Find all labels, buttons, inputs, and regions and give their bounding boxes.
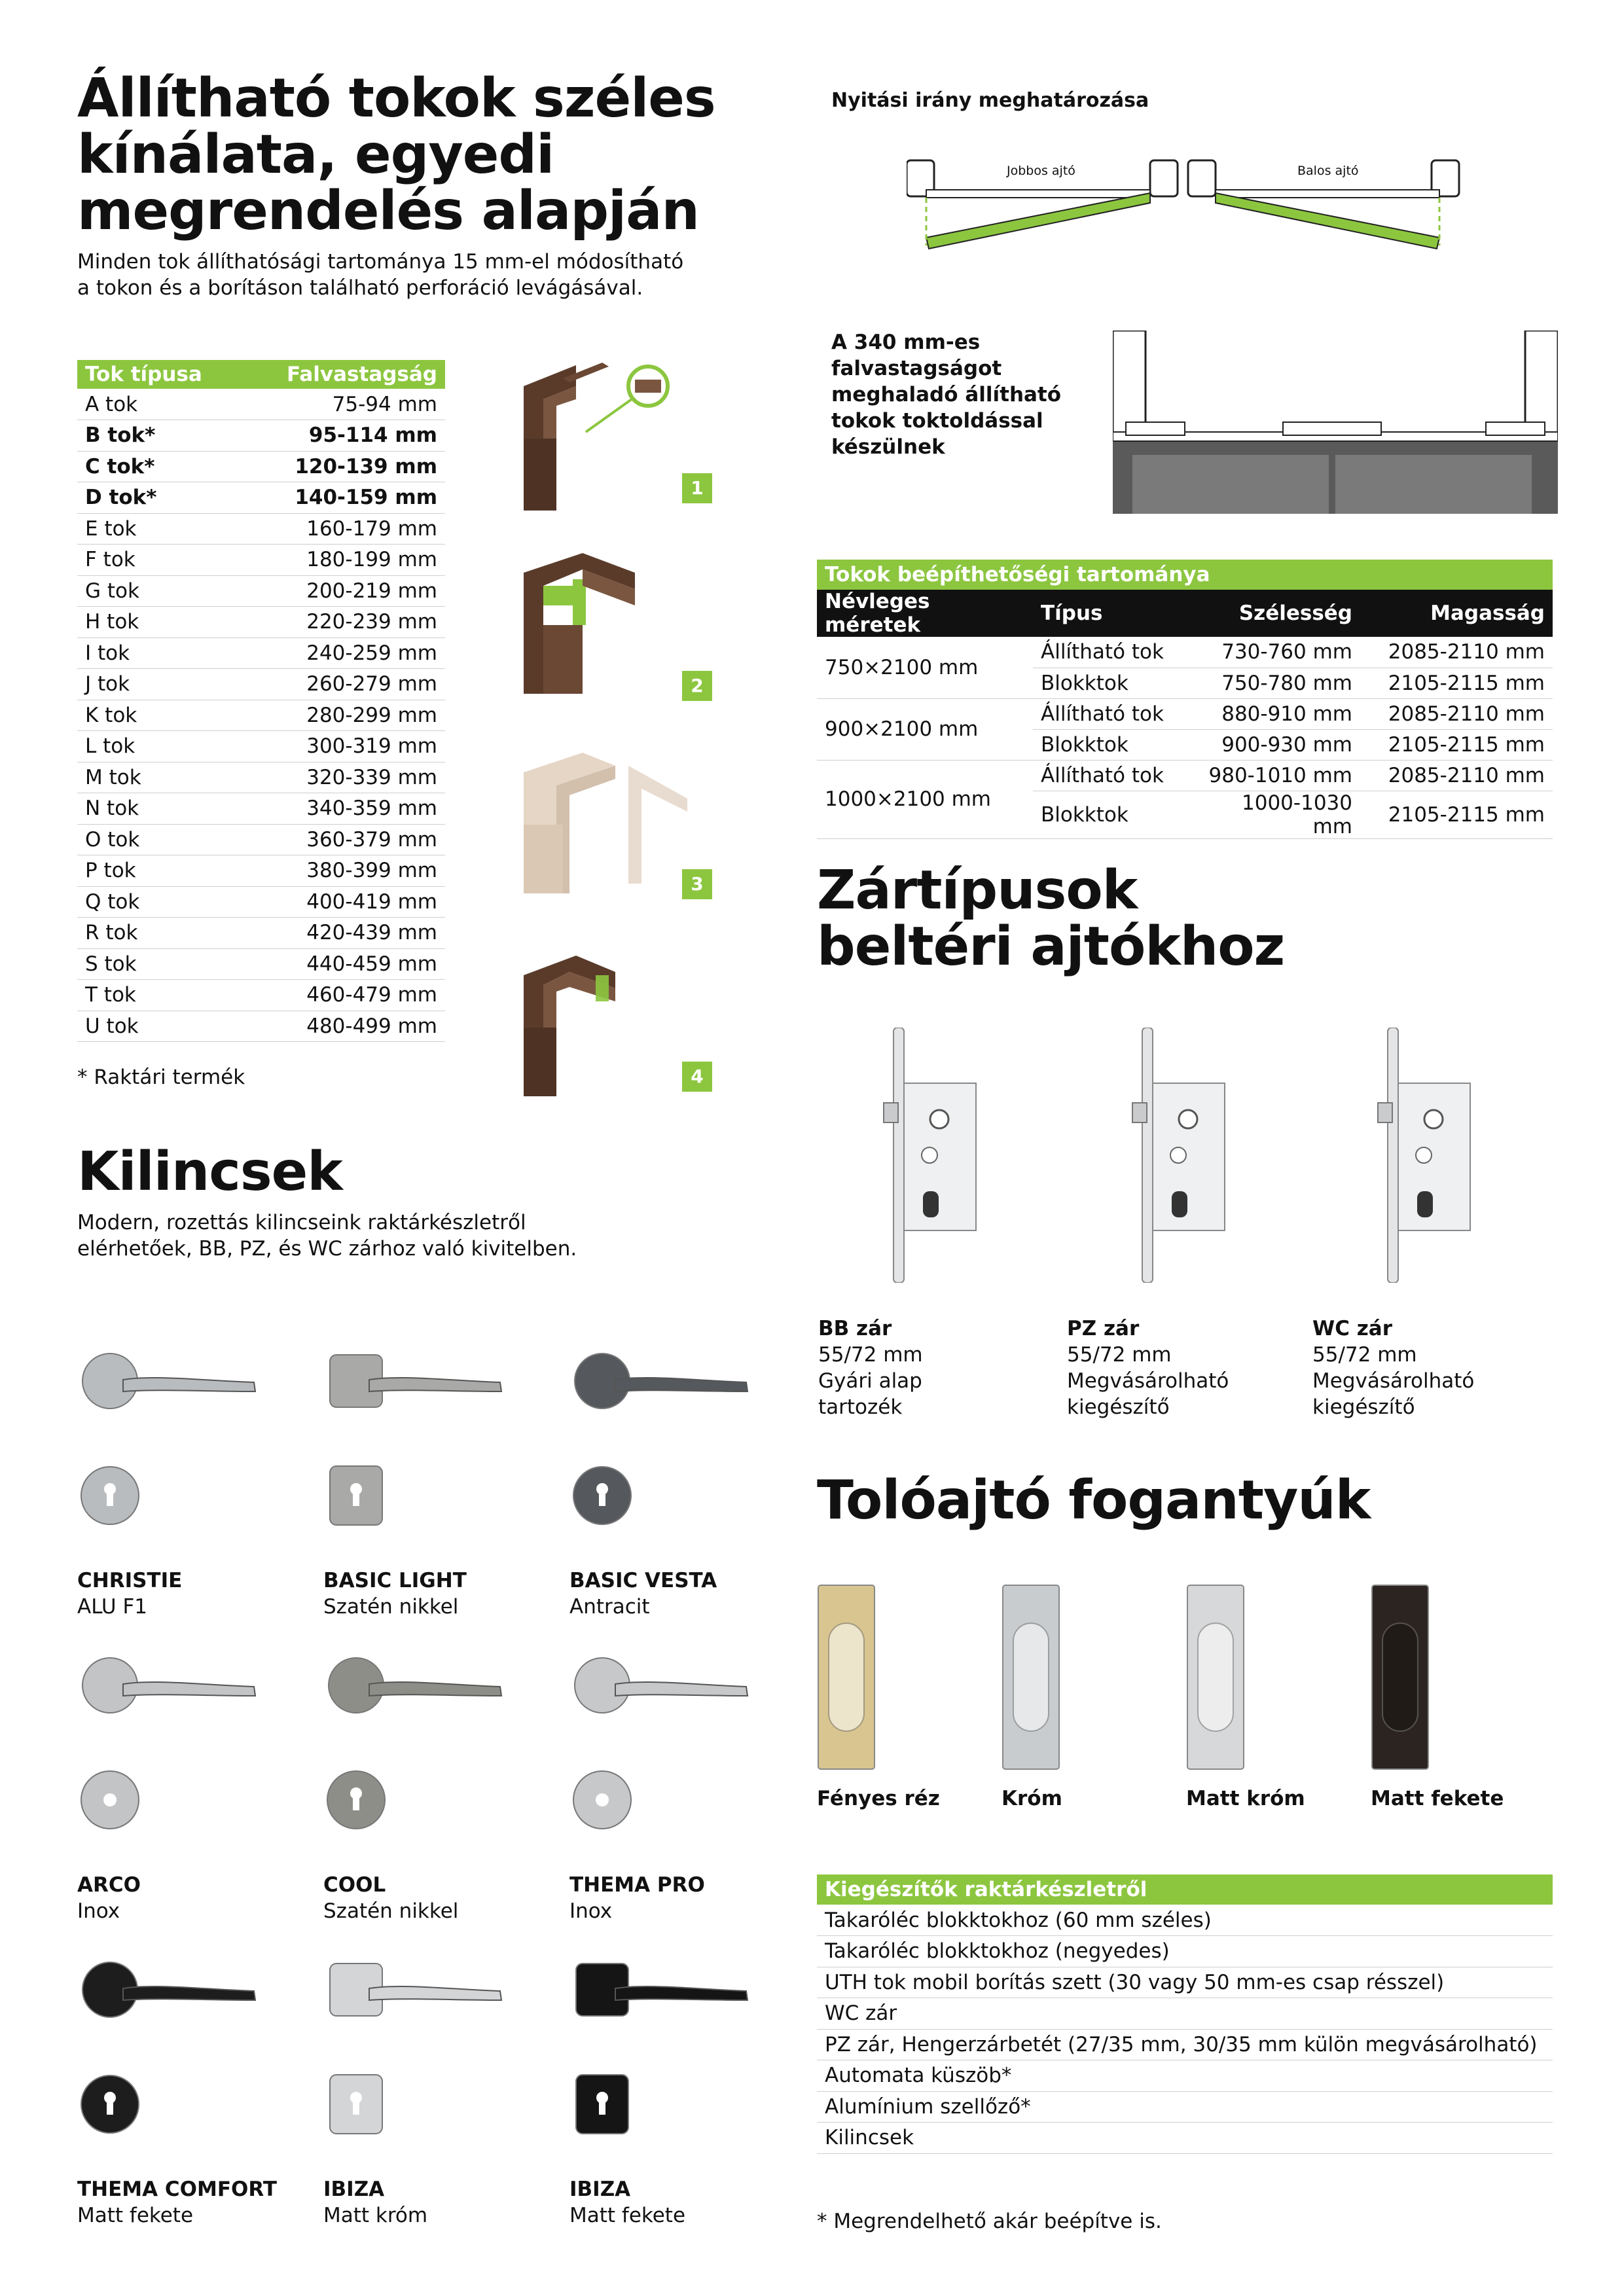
lock-name: PZ zár [1067,1317,1140,1340]
accessory-item [817,2091,1553,2123]
handle-caption [77,1568,313,1620]
tok-row [77,700,445,731]
frame-type: Állítható tok [1033,698,1197,729]
tok-row [77,607,445,638]
tok-type: B tok* [77,420,241,452]
lock-name: WC zár [1312,1317,1392,1340]
tok-range: 400-419 mm [241,886,445,918]
frame-illustration-3 [517,753,700,893]
frame-width: 750-780 mm [1197,668,1360,698]
lock-caption [818,1316,1034,1420]
accessory-item [817,2029,1553,2060]
nominal-size: 900×2100 mm [817,698,1033,760]
frame-illustration-1 [517,360,681,517]
lock-image [1371,1028,1476,1283]
handle-image [77,1653,274,1842]
handle-image [323,1957,520,2147]
lock-size: 55/72 mm [1067,1343,1172,1367]
lock-size: 55/72 mm [1312,1343,1417,1367]
tok-range: 160-179 mm [241,513,445,545]
handle-image [569,1957,766,2147]
opening-direction-diagram [907,154,1470,259]
handle-name: BASIC VESTA [569,1569,717,1592]
accessory-label: Automata küszöb* [817,2060,1553,2092]
tok-row [77,545,445,576]
frame-height: 2105-2115 mm [1360,791,1553,838]
tok-type: Q tok [77,886,241,918]
handle-finish: Szatén nikkel [323,1595,459,1619]
tok-row [77,637,445,669]
frame-type: Blokktok [1033,729,1197,760]
tok-type: E tok [77,513,241,545]
tok-row [77,762,445,793]
handle-caption [323,1872,559,1924]
extension-text: A 340 mm-es falvastagságot meghaladó állítható tokok toktoldással készülnek [831,331,1062,459]
tok-type: I tok [77,637,241,669]
handle-name: IBIZA [569,2178,631,2201]
tok-row [77,420,445,452]
frame-width: 880-910 mm [1197,698,1360,729]
frame-illustration-2 [517,553,648,694]
tok-range: 360-379 mm [241,824,445,855]
tok-type: S tok [77,948,241,980]
accessories-block [817,1874,1553,2154]
sliding-handle-image [1186,1584,1245,1770]
install-table-block [817,560,1553,839]
handles-intro: Modern, rozettás kilincseink raktárkészletről elérhetőek, BB, PZ, és WC zárhoz való kivitelben. [77,1211,577,1261]
tok-range: 240-259 mm [241,637,445,669]
sliding-handle-image [817,1584,876,1770]
handle-name: COOL [323,1873,386,1897]
lock-desc: Megvásárolható [1067,1369,1229,1393]
tok-type: U tok [77,1011,241,1042]
accessory-item [817,2123,1553,2154]
tok-footnote: * Raktári termék [77,1066,245,1089]
tok-row [77,948,445,980]
frame-type: Állítható tok [1033,637,1197,668]
extension-diagram [1113,331,1558,514]
frame-height: 2105-2115 mm [1360,668,1553,698]
install-table-title: Tokok beépíthetőségi tartománya [817,560,1553,590]
tok-row [77,669,445,700]
tok-range: 340-359 mm [241,793,445,825]
lock-name: BB zár [818,1317,892,1340]
handle-name: ARCO [77,1873,141,1897]
tok-type: O tok [77,824,241,855]
accessory-item [817,1905,1553,1936]
tok-type: F tok [77,545,241,576]
handle-name: IBIZA [323,2178,385,2201]
tok-type: D tok* [77,482,241,514]
handle-caption [323,1568,559,1620]
install-row [817,698,1553,729]
install-row [817,760,1553,791]
tok-range: 95-114 mm [241,420,445,452]
tok-row [77,855,445,887]
tok-row [77,886,445,918]
sliding-handle-name: Króm [1001,1787,1062,1810]
accessories-table [817,1905,1553,2154]
tok-type: R tok [77,918,241,949]
accessory-label: Kilincsek [817,2123,1553,2154]
frame-width: 980-1010 mm [1197,760,1360,791]
frame-width: 730-760 mm [1197,637,1360,668]
handle-image [323,1348,520,1538]
handle-name: CHRISTIE [77,1569,183,1592]
tok-type: K tok [77,700,241,731]
tok-range: 140-159 mm [241,482,445,514]
label-right-door: Jobbos ajtó [1007,164,1075,178]
tok-range: 380-399 mm [241,855,445,887]
accessory-label: Takaróléc blokktokhoz (60 mm széles) [817,1905,1553,1936]
handle-name: THEMA COMFORT [77,2178,278,2201]
tok-range: 120-139 mm [241,451,445,482]
tok-type: M tok [77,762,241,793]
accessory-item [817,2060,1553,2092]
sliding-handle-image [1371,1584,1430,1770]
handle-image [323,1653,520,1842]
tok-range: 420-439 mm [241,918,445,949]
tok-range: 75-94 mm [241,389,445,420]
tok-table: Tok típusa Falvastagság A tok 75-94 mm B tok* 95-114 mm C tok* 120-139 mm D tok* 140-159 mm E tok 160-179 mm F tok 180-199 mm G tok 200-219 mm H tok 220-239 mm I tok 240-259 mm J tok 260-279 mm K tok 280-299 mm L tok 300-319 mm M tok 320-339 mm N tok 340-359 mm O tok 360-379 mm P tok 380-399 mm Q tok 400-419 mm R tok 420-439 mm S tok 440-459 mm T tok 460-479 mm U tok 480-499 mm [77,360,445,1042]
tok-range: 220-239 mm [241,607,445,638]
accessories-footnote: * Megrendelhető akár beépítve is. [817,2210,1162,2233]
lock-desc: Megvásárolható [1312,1369,1475,1393]
handle-finish: Matt fekete [77,2204,194,2227]
tok-row [77,980,445,1011]
tok-range: 280-299 mm [241,700,445,731]
accessory-label: PZ zár, Hengerzárbetét (27/35 mm, 30/35 mm külön megvásárolható) [817,2029,1553,2060]
intro-text: Minden tok állíthatósági tartománya 15 mm-el módosítható a tokon és a borításon található perforáció levágásával. [77,250,684,300]
locks-title: Zártípusok beltéri ajtókhoz [817,859,1285,978]
sliding-handle-name: Matt fekete [1371,1787,1504,1810]
accessory-label: UTH tok mobil borítás szett (30 vagy 50 mm-es csap résszel) [817,1967,1553,1998]
tok-row [77,482,445,514]
accessories-title: Kiegészítők raktárkészletről [817,1874,1553,1905]
tok-type: P tok [77,855,241,887]
handle-caption [77,1872,313,1924]
lock-desc: Gyári alap [818,1369,922,1393]
accessory-label: WC zár [817,1998,1553,2030]
tok-type: C tok* [77,451,241,482]
install-row [817,637,1553,668]
lock-caption [1312,1316,1528,1420]
accessory-label: Takaróléc blokktokhoz (negyedes) [817,1936,1553,1967]
sliding-handle-image [1001,1584,1060,1770]
label-left-door: Balos ajtó [1297,164,1359,178]
tok-row [77,513,445,545]
tok-type: G tok [77,575,241,607]
frame-type: Állítható tok [1033,760,1197,791]
frame-height: 2105-2115 mm [1360,729,1553,760]
install-table: Névleges méretek Típus Szélesség Magasság 750×2100 mm Állítható tok 730-760 mm 2085-2110 mm Blokktok 750-780 mm 2105-2115 mm 900×2100 mm Állítható tok 880-910 mm 2085-2110 mm Blokktok 900-930 mm 2105-2115 mm 1000×2100 mm Állítható tok 980-1010 mm 2085-2110 mm Blokktok 1000-1030 mm 2105-2115 mm [817,590,1553,839]
tok-type: J tok [77,669,241,700]
tok-row [77,793,445,825]
handle-image [569,1653,766,1842]
nominal-size: 1000×2100 mm [817,760,1033,838]
lock-desc: tartozék [818,1395,903,1419]
sliding-handle-name: Fényes réz [817,1787,940,1810]
frame-width: 900-930 mm [1197,729,1360,760]
handle-finish: Antracit [569,1595,650,1619]
handle-caption [569,1872,805,1924]
accessory-item [817,1936,1553,1967]
tok-range: 460-479 mm [241,980,445,1011]
lock-desc: kiegészítő [1312,1395,1415,1419]
tok-range: 200-219 mm [241,575,445,607]
handle-name: BASIC LIGHT [323,1569,467,1592]
tok-type: A tok [77,389,241,420]
lock-image [1126,1028,1231,1283]
tok-row [77,451,445,482]
handle-finish: Matt króm [323,2204,428,2227]
lock-desc: kiegészítő [1067,1395,1170,1419]
handle-finish: Szatén nikkel [323,1899,459,1923]
tok-type: L tok [77,731,241,762]
frame-type: Blokktok [1033,791,1197,838]
frame-illustration-4 [517,956,635,1096]
handle-name: THEMA PRO [569,1873,705,1897]
handle-finish: ALU F1 [77,1595,148,1619]
figure-number-1: 1 [682,473,712,503]
figure-number-2: 2 [682,671,712,701]
tok-row [77,1011,445,1042]
lock-caption [1067,1316,1283,1420]
opening-title: Nyitási irány meghatározása [831,89,1149,112]
tok-range: 260-279 mm [241,669,445,700]
handles-title: Kilincsek [77,1141,342,1203]
frame-type: Blokktok [1033,668,1197,698]
frame-height: 2085-2110 mm [1360,637,1553,668]
tok-type: H tok [77,607,241,638]
handle-caption [77,2176,313,2229]
accessory-item [817,1998,1553,2030]
page-title: Állítható tokok széles kínálata, egyedi megrendelés alapján [77,67,715,242]
handle-caption [569,1568,805,1620]
tok-row [77,575,445,607]
accessory-item [817,1967,1553,1998]
tok-row [77,918,445,949]
frame-height: 2085-2110 mm [1360,698,1553,729]
tok-row [77,389,445,420]
handle-finish: Matt fekete [569,2204,686,2227]
frame-width: 1000-1030 mm [1197,791,1360,838]
tok-row [77,824,445,855]
tok-range: 320-339 mm [241,762,445,793]
handle-finish: Inox [77,1899,120,1923]
tok-range: 180-199 mm [241,545,445,576]
handle-image [569,1348,766,1538]
accessory-label: Alumínium szellőző* [817,2091,1553,2123]
nominal-size: 750×2100 mm [817,637,1033,698]
frame-height: 2085-2110 mm [1360,760,1553,791]
sliding-handle-name: Matt króm [1186,1787,1305,1810]
handle-image [77,1348,274,1538]
tok-range: 300-319 mm [241,731,445,762]
tok-range: 480-499 mm [241,1011,445,1042]
tok-row [77,731,445,762]
handle-finish: Inox [569,1899,613,1923]
handle-image [77,1957,274,2147]
sliding-title: Tolóajtó fogantyúk [817,1469,1371,1532]
handle-caption [323,2176,559,2229]
figure-number-3: 3 [682,869,712,899]
figure-number-4: 4 [682,1062,712,1092]
tok-type: N tok [77,793,241,825]
handle-caption [569,2176,805,2229]
tok-range: 440-459 mm [241,948,445,980]
lock-image [877,1028,982,1283]
tok-type: T tok [77,980,241,1011]
lock-size: 55/72 mm [818,1343,923,1367]
